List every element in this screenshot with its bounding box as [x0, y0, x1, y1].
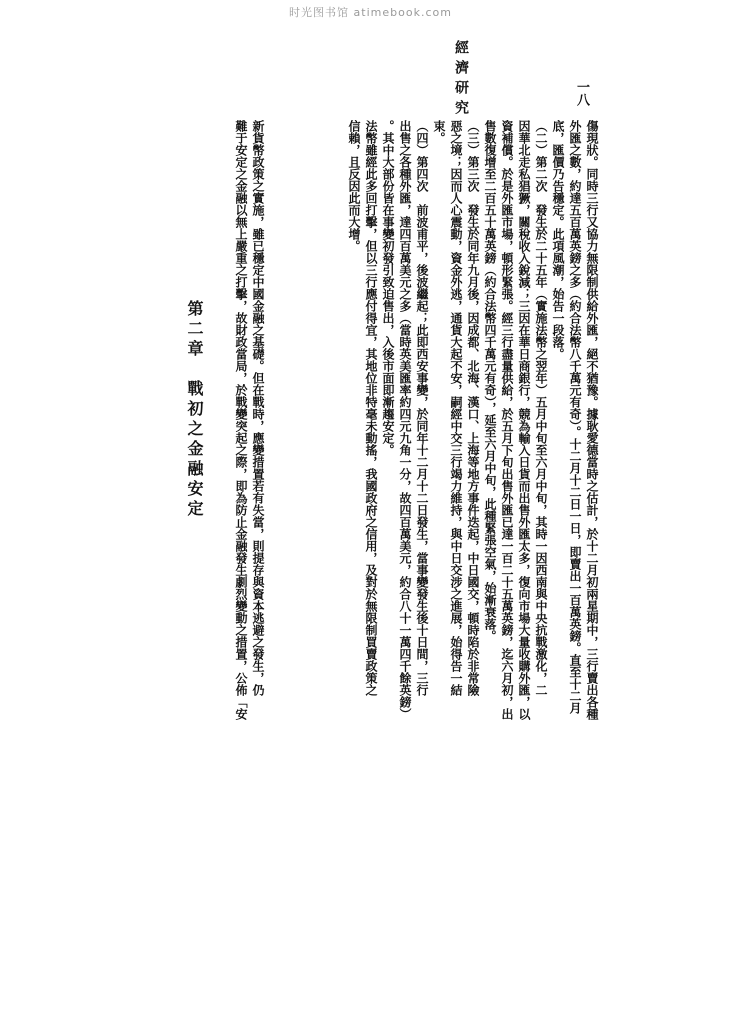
text-line: 惡之境；因而人心震動，資金外逃，通貨大起不安，嗣經中交三行竭力維持，與中日交涉之進展，始得告一結 [449, 120, 463, 696]
running-head: 經濟研究 [453, 40, 469, 120]
text-line: 難于安定之金融以無上嚴重之打擊，故財政當局，於戰變突起之際，即為防止金融發生劇烈變動之措置，公佈「安 [234, 120, 248, 720]
text-line: 因華北走私猖獗，關稅收入銳減；三因在華日商銀行，競為輸入日貨而出售外匯太多，復向市場大量收購外匯，以 [517, 120, 531, 720]
text-line: 信賴，且反因此而大增。 [347, 120, 361, 252]
text-line: （三）第三次 發生於同年九月後，因成都、北海、漢口、上海等地方事件迭起，中日國交，頓時陷於非常險 [466, 120, 480, 696]
text-line: 傷現狀。同時三行又協力無限制供給外匯，絕不猶豫。據耿愛德當時之估計，於十二月初兩星期中，三行賣出各種 [585, 120, 599, 720]
text-line: （二）第二次 發生於二十五年（實施法幣之翌年）五月中旬至六月中旬，其時一因西南與中央抗戰激化，二 [534, 120, 548, 696]
text-line: 外匯之數，約達五百萬英鎊之多（約合法幣八千萬元有奇）。十二月十二日一日，即賣出一百萬英鎊。直至十二月 [568, 120, 582, 714]
text-line: 束。 [432, 120, 446, 144]
text-line: 。其中大部份皆在事變初發引致迫售出，入後市面即漸趨安定。 [381, 120, 395, 456]
text-line: 底，匯價乃告穩定。此項風潮，始告一段落。 [551, 120, 565, 360]
text-line: 新貨幣政策之實施，雖已穩定中國金融之基礎。但在戰時，應變措置若有失當，則提存與資本逃避之發生，仍 [251, 120, 265, 696]
text-line: （四）第四次 前波甫平，後波繼起；此即西安事變，於同年十二月十二日發生，當事變發生後十日間，三行 [415, 120, 429, 696]
text-line: 法幣雖經此多回打擊，但以三行應付得宜，其地位非特毫未動搖，我國政府之信用，及對於無限制買賣政策之 [364, 120, 378, 696]
chapter-title: 第二章 戰初之金融安定 [185, 300, 204, 520]
text-line: 售數復增至二百五十萬英鎊（約合法幣四千萬元有奇），延至六月中旬，此種緊張空氣，始漸衰落。 [483, 120, 497, 642]
page-number: 一八 [574, 80, 589, 106]
text-line: 出售之各種外匯，達四百萬美元之多（當時英美匯率約四元九角一分，故四百萬美元，約合八十一萬四千餘英鎊） [398, 120, 412, 720]
text-line: 資補償。於是外匯市場，頓形緊張。經三行盡量供給，於五月下旬出售外匯已達一百二十五萬英鎊，迄六月初，出 [500, 120, 514, 720]
watermark: 时光图书馆 atimebook.com [289, 6, 452, 19]
